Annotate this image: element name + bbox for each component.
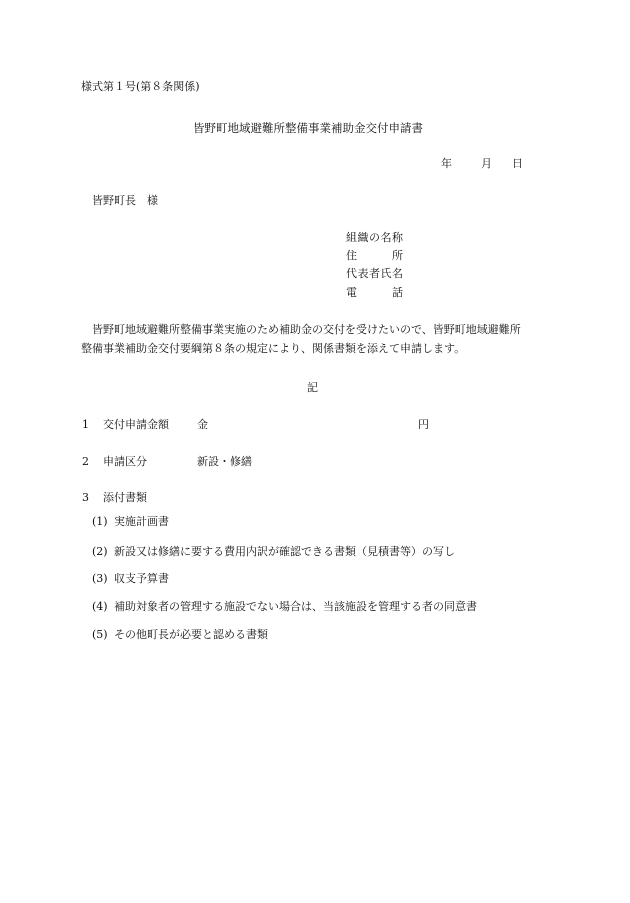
body-line-1: 皆野町地域避難所整備事業実施のため補助金の交付を受けたいので、皆野町地域避難所 <box>81 323 521 336</box>
attachment-text: 収支予算書 <box>114 572 169 585</box>
application-body <box>81 320 561 358</box>
attachment-number: (2) <box>92 545 108 558</box>
sender-address-label: 住 所 <box>346 249 404 262</box>
attachment-text: 新設又は修繕に要する費用内訳が確認できる書類（見積書等）の写し <box>114 545 455 558</box>
body-line-2: 整備事業補助金交付要綱第８条の規定により、関係書類を添えて申請します。 <box>81 342 466 355</box>
date-line <box>441 157 523 171</box>
item-1-unit: 円 <box>418 418 429 431</box>
sender-org-label: 組織の名称 <box>346 231 404 244</box>
attachment-number: (5) <box>92 628 108 641</box>
attachment-item <box>92 628 268 642</box>
attachment-number: (1) <box>92 515 108 528</box>
sender-address-row <box>346 249 424 263</box>
date-year-label: 年 <box>441 157 452 170</box>
item-2-label: 申請区分 <box>103 455 147 468</box>
attachment-item <box>92 545 455 559</box>
sender-phone-row <box>346 286 424 300</box>
document-title: 皆野町地域避難所整備事業補助金交付申請書 <box>193 121 423 135</box>
sender-rep-label: 代表者氏名 <box>346 267 404 280</box>
attachment-item <box>92 572 169 586</box>
item-2-value: 新設・修繕 <box>197 455 252 468</box>
form-reference: 様式第１号(第８条関係) <box>81 80 200 93</box>
attachment-item <box>92 515 169 529</box>
attachment-item <box>92 600 477 614</box>
addressee: 皆野町長 様 <box>92 194 158 207</box>
sender-rep-row <box>346 267 424 281</box>
item-3-number: 3 <box>82 491 89 504</box>
date-month-label: 月 <box>481 157 492 170</box>
sender-phone-label: 電 話 <box>346 286 404 299</box>
item-3-label: 添付書類 <box>103 491 147 504</box>
attachment-number: (3) <box>92 572 108 585</box>
attachment-text: 補助対象者の管理する施設でない場合は、当該施設を管理する者の同意書 <box>114 600 477 613</box>
ki-heading: 記 <box>307 381 318 394</box>
sender-org-row <box>346 231 424 245</box>
date-day-label: 日 <box>512 157 523 170</box>
item-1-number: 1 <box>82 418 89 431</box>
item-1-label: 交付申請金額 <box>103 418 169 431</box>
item-2-number: 2 <box>82 455 89 468</box>
attachment-text: その他町長が必要と認める書類 <box>114 628 268 641</box>
item-1-value: 金 <box>197 418 208 431</box>
attachment-number: (4) <box>92 600 108 613</box>
attachment-text: 実施計画書 <box>114 515 169 528</box>
